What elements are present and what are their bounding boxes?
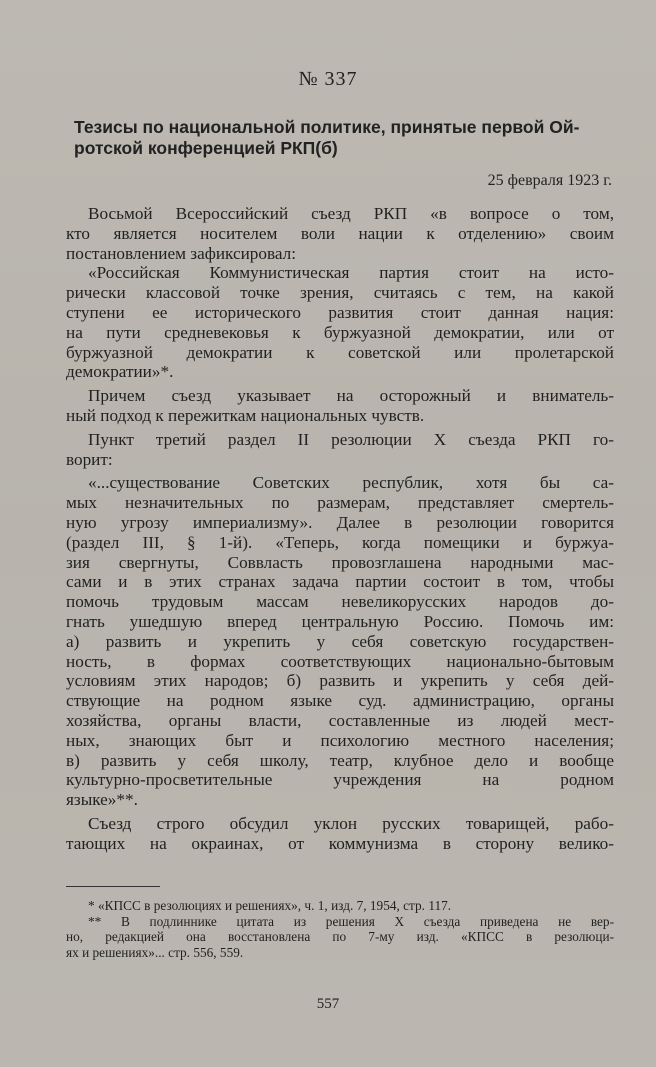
text-line: условиям этих народов; б) развить и укрепить у себя дей- (66, 671, 614, 691)
text-line: буржуазной демократии к советской или пролетарской (66, 342, 614, 362)
text-line: кто является носителем воли нации к отделению» своим (66, 223, 614, 243)
document-number: № 337 (298, 68, 358, 90)
document-title (74, 117, 614, 159)
footnotes (66, 898, 614, 960)
text-line: ствующие на родном языке суд. администрацию, органы (66, 691, 614, 711)
text-line: ворит: (66, 449, 113, 469)
text-line: ных, знающих быт и психологию местного населения; (66, 730, 614, 750)
text-line: Съезд строго обсудил уклон русских товарищей, рабо- (88, 813, 614, 833)
text-line: Причем съезд указывает на осторожный и вниматель- (88, 386, 614, 406)
text-line: сами и в этих странах задача партии состоит в том, чтобы (66, 572, 614, 592)
text-line: тающих на окраинах, от коммунизма в сторону велико- (66, 833, 614, 853)
text-line: гнать ушедшую вперед центральную Россию. Помочь им: (66, 611, 614, 631)
text-line: ную угрозу империализму». Далее в резолюции говорится (66, 512, 614, 532)
footnote-line: но, редакцией она восстановлена по 7-му изд. «КПСС в резолюци- (66, 929, 614, 944)
footnote-line: ях и решениях»... стр. 556, 559. (66, 944, 244, 960)
page-number: 557 (316, 996, 340, 1012)
text-line: хозяйства, органы власти, составленные из людей мест- (66, 710, 614, 730)
footnote-line: * «КПСС в резолюциях и решениях», ч. 1, изд. 7, 1954, стр. 117. (88, 898, 452, 913)
title-line: ротской конференцией РКП(б) (74, 138, 338, 158)
text-line: Пункт третий раздел II резолюции X съезда РКП го- (88, 429, 614, 449)
text-line: в) развить у себя школу, театр, клубное дело и вообще (66, 750, 614, 770)
title-line: Тезисы по национальной политике, принятые первой Ой- (74, 117, 580, 137)
text-line: мых незначительных по размерам, представляет смертель- (66, 493, 614, 513)
text-line: зия свергнуты, Соввласть провозглашена народными мас- (66, 552, 614, 572)
body-text (66, 204, 614, 854)
footnote-divider (66, 886, 160, 887)
text-line: рически классовой точке зрения, считаясь с тем, на какой (66, 283, 614, 303)
text-line: постановлением зафиксировал: (66, 243, 296, 263)
text-line: культурно-просветительные учреждения на родном (66, 770, 614, 790)
text-line: языке»**. (66, 790, 138, 810)
text-line: «Российская Коммунистическая партия стоит на исто- (88, 263, 614, 283)
text-line: демократии»*. (66, 362, 174, 382)
text-line: ступени ее исторического развития стоит данная нация: (66, 302, 614, 322)
footnote-line: ** В подлиннике цитата из решения X съезда приведена не вер- (88, 913, 614, 929)
text-line: Восьмой Всероссийский съезд РКП «в вопросе о том, (88, 204, 614, 223)
text-line: помочь трудовым массам невеликорусских народов до- (66, 592, 614, 612)
text-line: а) развить и укрепить у себя советскую государствен- (66, 631, 614, 651)
text-line: ность, в формах соответствующих национально-бытовым (66, 651, 614, 671)
text-line: ный подход к пережиткам национальных чувств. (66, 405, 425, 425)
text-line: на пути средневековья к буржуазной демократии, или от (66, 322, 614, 342)
document-date: 25 февраля 1923 г. (487, 172, 612, 189)
text-line: «...существование Советских республик, хотя бы са- (88, 473, 614, 493)
text-line: (раздел III, § 1-й). «Теперь, когда помещики и буржуа- (66, 532, 614, 552)
